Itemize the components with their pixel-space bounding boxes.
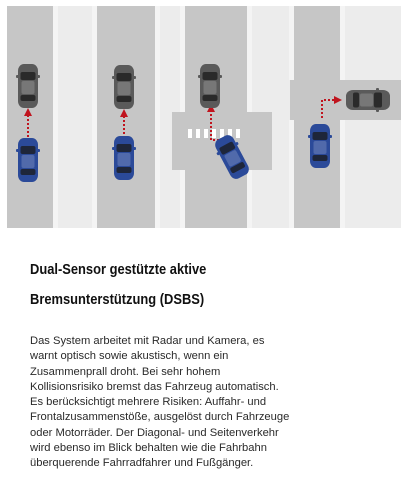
paragraph-line: Kollisionsrisiko bremst das Fahrzeug automatisch. [30, 380, 279, 393]
ego-car-icon [16, 138, 40, 182]
car-icon [346, 88, 390, 112]
paragraph-line: Das System arbeitet mit Radar und Kamera, es [30, 335, 265, 347]
ego-car-icon [112, 136, 136, 180]
dsbs-illustration [0, 0, 408, 232]
lane-border [247, 6, 252, 112]
paragraph-line: Zusammenprall droht. Bei sehr hohem [30, 365, 221, 378]
lane-border [340, 120, 345, 228]
paragraph-line: wird ebenso im Blick behalten wie die Fahrbahn [30, 442, 267, 455]
lane-border [53, 6, 58, 228]
car-icon [112, 65, 136, 109]
lane-border [340, 6, 345, 80]
paragraph-line: oder Motorräder. Der Diagonal- und Seitenverkehr [30, 426, 279, 439]
lane-border [92, 6, 97, 228]
lane-border [289, 120, 294, 228]
car-icon [16, 64, 40, 108]
car-icon [198, 64, 222, 108]
paragraph-line: Frontalzusammenstöße, ausgelöst durch Fahrzeuge [30, 411, 290, 424]
road-lane [7, 6, 53, 228]
lane-border [180, 6, 185, 112]
lane-border [289, 6, 294, 80]
paragraph-line: Es berücksichtigt mehrere Risiken: Auffahr- und [30, 396, 267, 409]
description-paragraph [30, 334, 390, 472]
section-heading [30, 255, 340, 315]
scene-rear-end-2 [92, 6, 160, 228]
ego-car-icon [308, 124, 332, 168]
heading-line: Dual-Sensor gestützte aktive [30, 261, 207, 278]
scene-rear-end-1 [7, 6, 58, 228]
lane-border [155, 6, 160, 228]
paragraph-line: überquerende Fahrradfahrer und Fußgänger. [30, 457, 254, 470]
heading-line: Bremsunterstützung (DSBS) [30, 291, 205, 308]
lane-border [180, 170, 185, 228]
lane-border [247, 170, 252, 228]
paragraph-line: warnt optisch sowie akustisch, wenn ein [30, 350, 229, 363]
